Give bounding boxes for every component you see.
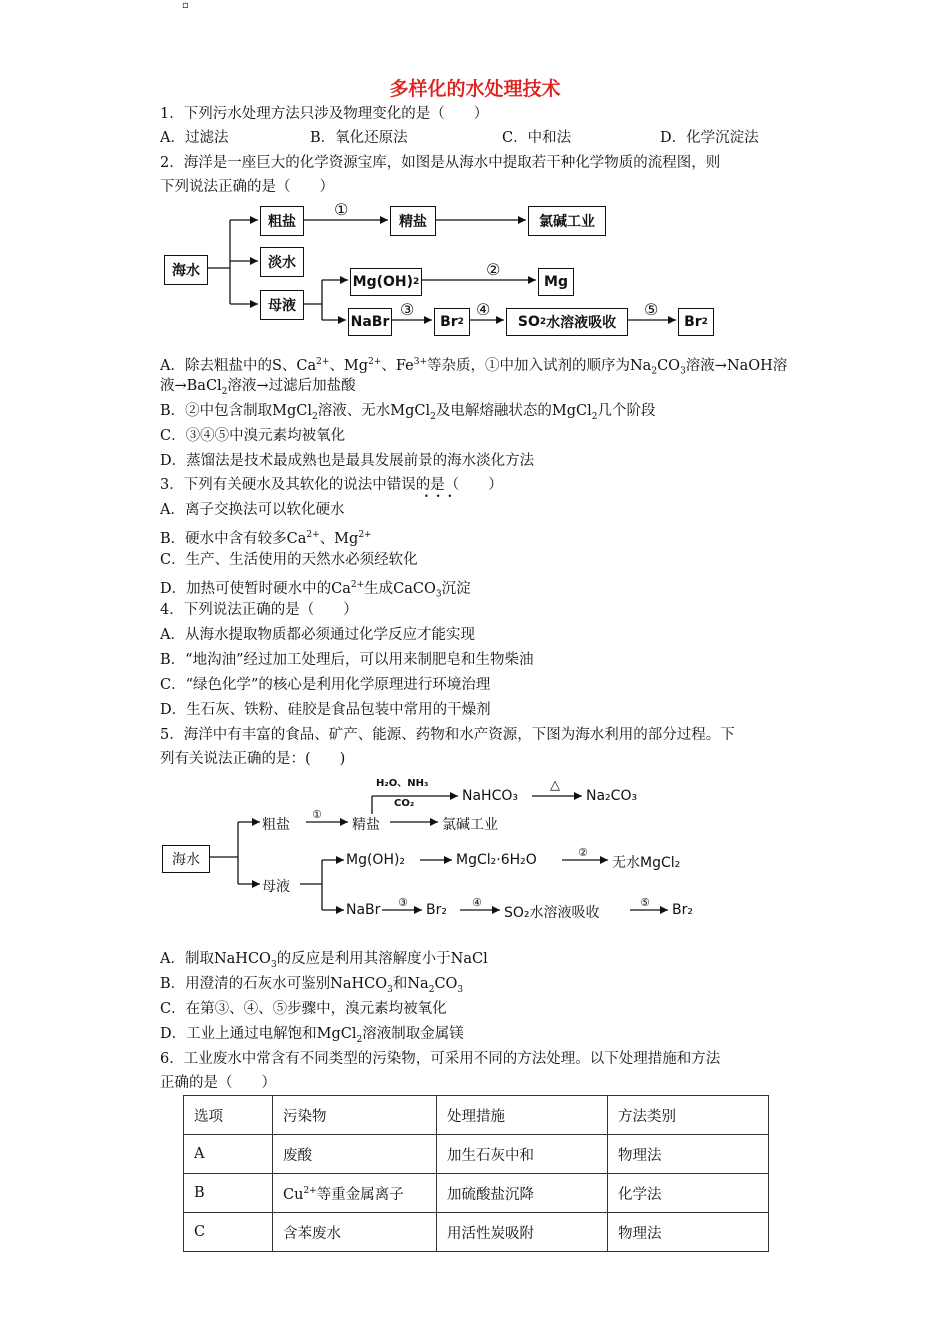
q5-crude-salt: 粗盐 xyxy=(262,817,290,833)
table-header-row xyxy=(184,1096,769,1135)
q5-option-b: B．用澄清的石灰水可鉴别NaHCO$_3$和$Na_2CO_3$ xyxy=(160,976,464,995)
q4-option-d: D．生石灰、铁粉、硅胶是食品包装中常用的干燥剂 xyxy=(160,702,491,718)
q2-nabr-box: NaBr xyxy=(348,308,392,336)
q3-option-d: D．加热可使暂时硬水中的$Ca^{2+}$生成CaCO$_3$沉淀 xyxy=(160,580,471,600)
q2-step-5-label: ⑤ xyxy=(644,300,659,319)
table-row xyxy=(184,1174,769,1213)
q2-seawater-box: 海水 xyxy=(164,255,208,285)
q2-stem-line2: 下列说法正确的是（ ） xyxy=(160,179,334,195)
q1-stem: 1．下列污水处理方法只涉及物理变化的是（ ） xyxy=(160,106,489,122)
q3-stem: 3．下列有关硬水及其软化的说法中错误的是（ ） xyxy=(160,477,503,493)
q2-br2-box: Br 2 xyxy=(434,308,470,336)
q2-so2-absorb-box: SO 2 水溶液吸收 xyxy=(506,308,628,336)
q2-option-a-line1: A．除去粗盐中的S、$Ca^{2+}$、$Mg^{2+}$、$Fe^{3+}$等杂质，①中加入试剂的顺序为$Na_2CO_3$溶液→NaOH溶 xyxy=(160,357,788,377)
q5-na2co3: Na₂CO₃ xyxy=(586,788,638,804)
cell-pollutant: $Cu^{2+}$等重金属离子 xyxy=(273,1174,437,1213)
table-row xyxy=(184,1135,769,1174)
cell-option: B xyxy=(184,1174,273,1213)
q5-option-a: A．制取NaHCO$_3$的反应是利用其溶解度小于NaCl xyxy=(160,951,488,970)
q5-anhydrous-mgcl2: 无水MgCl₂ xyxy=(612,855,681,871)
q2-br2-final-box: Br 2 xyxy=(678,308,714,336)
q5-seawater-box: 海水 xyxy=(162,845,210,873)
cell-method: 化学法 xyxy=(608,1174,769,1213)
q2-option-d: D．蒸馏法是技术最成熟也是最具发展前景的海水淡化方法 xyxy=(160,453,535,469)
q4-option-b: B．“地沟油”经过加工处理后，可以用来制肥皂和生物柴油 xyxy=(160,652,534,668)
q3-option-c: C．生产、生活使用的天然水必须经软化 xyxy=(160,552,418,568)
q2-mg-box: Mg xyxy=(538,268,574,296)
q2-option-b: B．②中包含制取MgCl$_2$溶液、无水MgCl$_2$及电解熔融状态的MgCl$_2$几个阶段 xyxy=(160,403,656,422)
q4-option-c: C．“绿色化学”的核心是利用化学原理进行环境治理 xyxy=(160,677,491,693)
q5-h2o-nh3-label: H₂O、NH₃ xyxy=(376,778,429,789)
cell-measure: 加硫酸盐沉降 xyxy=(437,1174,608,1213)
header-cell-pollutant: 污染物 xyxy=(273,1096,437,1135)
header-cell-method: 方法类别 xyxy=(608,1096,769,1135)
cell-option: C xyxy=(184,1213,273,1252)
q6-table xyxy=(183,1095,769,1252)
q2-option-c: C．③④⑤中溴元素均被氧化 xyxy=(160,428,346,444)
q4-stem: 4．下列说法正确的是（ ） xyxy=(160,602,358,618)
q5-nahco3: NaHCO₃ xyxy=(462,788,518,804)
q2-option-a-line2: 液→BaCl$_2$溶液→过滤后加盐酸 xyxy=(160,378,356,397)
q1-option-d: D．化学沉淀法 xyxy=(660,130,759,146)
q2-step-1-label: ① xyxy=(334,200,349,219)
q5-step-5-label: ⑤ xyxy=(640,896,650,909)
q5-nabr: NaBr xyxy=(346,902,381,918)
q5-option-c: C．在第③、④、⑤步骤中，溴元素均被氧化 xyxy=(160,1001,447,1017)
q5-stem-line2: 列有关说法正确的是：( ) xyxy=(160,751,346,767)
q2-flow-diagram xyxy=(160,198,720,338)
corner-mark: ▫ xyxy=(182,0,189,11)
cell-pollutant: 废酸 xyxy=(273,1135,437,1174)
q2-mgoh2-box: Mg(OH) 2 xyxy=(350,268,422,296)
q2-step-2-label: ② xyxy=(486,260,501,279)
header-cell-measure: 处理措施 xyxy=(437,1096,608,1135)
emphasis-dots: ••• xyxy=(424,492,460,501)
cell-method: 物理法 xyxy=(608,1213,769,1252)
page-title: 多样化的水处理技术 xyxy=(389,78,561,100)
q5-option-d: D．工业上通过电解饱和MgCl$_2$溶液制取金属镁 xyxy=(160,1026,464,1045)
q5-step-3-label: ③ xyxy=(398,896,408,909)
q5-mother-liquor: 母液 xyxy=(262,879,290,895)
q2-chlor-alkali-box: 氯碱工业 xyxy=(528,206,606,236)
q1-option-b: B．氧化还原法 xyxy=(310,130,408,146)
q5-mgoh2: Mg(OH)₂ xyxy=(346,852,406,868)
q5-br2: Br₂ xyxy=(426,902,447,918)
q5-heat-label: △ xyxy=(550,778,560,793)
q1-option-c: C．中和法 xyxy=(502,130,572,146)
cell-option: A xyxy=(184,1135,273,1174)
q3-option-b: B．硬水中含有较多$Ca^{2+}$、$Mg^{2+}$ xyxy=(160,530,372,547)
q6-stem-line1: 6．工业废水中常含有不同类型的污染物，可采用不同的方法处理。以下处理措施和方法 xyxy=(160,1051,721,1067)
q6-stem-line2: 正确的是（ ） xyxy=(160,1075,276,1091)
q3-option-a: A．离子交换法可以软化硬水 xyxy=(160,502,345,518)
header-cell-option: 选项 xyxy=(184,1096,273,1135)
table-row xyxy=(184,1213,769,1252)
q5-mgcl2-hydrate: MgCl₂·6H₂O xyxy=(456,852,537,868)
q5-so2-absorb: SO₂水溶液吸收 xyxy=(504,905,600,921)
q1-option-a: A．过滤法 xyxy=(160,130,229,146)
q4-option-a: A．从海水提取物质都必须通过化学反应才能实现 xyxy=(160,627,475,643)
q5-br2-final: Br₂ xyxy=(672,902,693,918)
q2-mother-liquor-box: 母液 xyxy=(260,290,304,320)
cell-method: 物理法 xyxy=(608,1135,769,1174)
q5-flow-diagram xyxy=(160,770,720,930)
q5-step-4-label: ④ xyxy=(472,896,482,909)
cell-pollutant: 含苯废水 xyxy=(273,1213,437,1252)
cell-measure: 用活性炭吸附 xyxy=(437,1213,608,1252)
q5-step-2-label: ② xyxy=(578,846,588,859)
q2-crude-salt-box: 粗盐 xyxy=(260,206,304,236)
q2-fresh-water-box: 淡水 xyxy=(260,247,304,277)
q2-step-3-label: ③ xyxy=(400,300,415,319)
q5-fine-salt: 精盐 xyxy=(352,817,380,833)
q5-chlor-alkali: 氯碱工业 xyxy=(442,817,498,833)
q5-stem-line1: 5．海洋中有丰富的食品、矿产、能源、药物和水产资源，下图为海水利用的部分过程。下 xyxy=(160,727,735,743)
q5-step-1-label: ① xyxy=(312,808,322,821)
q5-co2-label: CO₂ xyxy=(394,798,415,809)
q2-stem-line1: 2．海洋是一座巨大的化学资源宝库，如图是从海水中提取若干种化学物质的流程图，则 xyxy=(160,155,721,171)
cell-measure: 加生石灰中和 xyxy=(437,1135,608,1174)
q2-fine-salt-box: 精盐 xyxy=(390,206,436,236)
q2-step-4-label: ④ xyxy=(476,300,491,319)
